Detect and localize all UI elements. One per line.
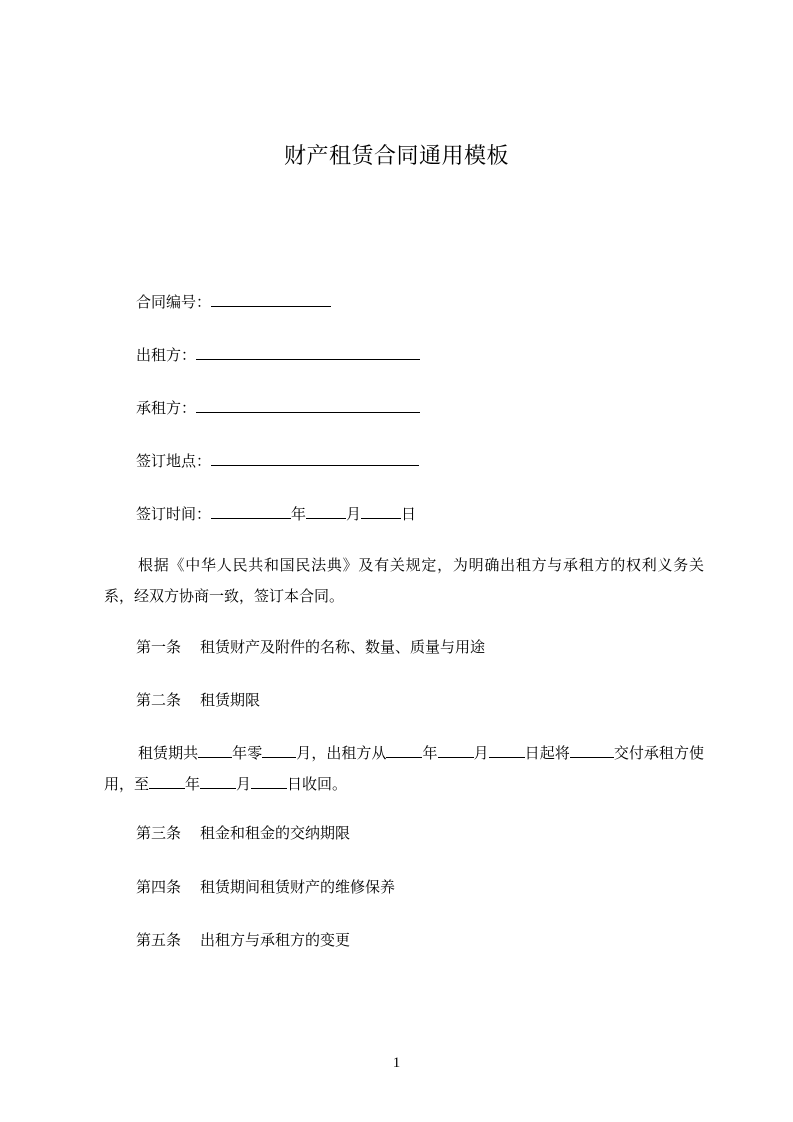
- term-text: 年: [422, 744, 438, 762]
- term-months-blank: [262, 741, 296, 758]
- term-paragraph: [104, 738, 704, 800]
- term-text: 月，出租方从: [296, 744, 387, 762]
- term-text: 月: [473, 744, 489, 762]
- year-label: 年: [291, 505, 307, 523]
- end-day-blank: [251, 772, 287, 789]
- term-text: 租赁期共: [138, 744, 199, 762]
- end-year-blank: [149, 772, 185, 789]
- page-number: 1: [392, 1055, 401, 1071]
- article-5: [136, 929, 350, 951]
- lessee-label: 承租方：: [136, 399, 197, 417]
- term-text: 日起将: [524, 744, 570, 762]
- article-heading: 租赁期限: [200, 691, 261, 709]
- day-label: 日: [401, 505, 417, 523]
- intro-paragraph: 根据《中华人民共和国民法典》及有关规定，为明确出租方与承租方的权利义务关系，经双方协商一致，签订本合同。: [104, 556, 704, 605]
- contract-number-label: 合同编号：: [136, 293, 212, 311]
- signing-time-label: 签订时间：: [136, 505, 212, 523]
- article-number: 第五条: [136, 931, 182, 949]
- property-blank: [570, 741, 614, 758]
- term-years-blank: [198, 741, 232, 758]
- month-label: 月: [346, 505, 362, 523]
- lessor-label: 出租方：: [136, 346, 197, 364]
- end-month-blank: [200, 772, 236, 789]
- article-heading: 租赁财产及附件的名称、数量、质量与用途: [200, 638, 486, 656]
- lessor-field: [136, 343, 420, 366]
- signing-time-field: [136, 502, 416, 525]
- article-number: 第一条: [136, 638, 182, 656]
- signing-year-blank: [211, 502, 291, 519]
- article-3: [136, 822, 350, 844]
- article-number: 第二条: [136, 691, 182, 709]
- article-2: [136, 689, 260, 711]
- signing-month-blank: [306, 502, 346, 519]
- article-heading: 出租方与承租方的变更: [200, 931, 351, 949]
- lessor-blank: [196, 343, 420, 360]
- signing-place-label: 签订地点：: [136, 452, 212, 470]
- start-month-blank: [438, 741, 474, 758]
- lessee-blank: [196, 396, 420, 413]
- lessee-field: [136, 396, 420, 419]
- signing-place-blank: [211, 449, 419, 466]
- article-number: 第三条: [136, 824, 182, 842]
- term-text: 日收回。: [287, 775, 348, 793]
- article-heading: 租赁期间租赁财产的维修保养: [200, 878, 396, 896]
- document-title: 财产租赁合同通用模板: [283, 144, 509, 169]
- article-heading: 租金和租金的交纳期限: [200, 824, 351, 842]
- article-4: [136, 876, 395, 898]
- article-number: 第四条: [136, 878, 182, 896]
- start-year-blank: [386, 741, 422, 758]
- term-text: 年零: [232, 744, 263, 762]
- term-text: 月: [236, 775, 252, 793]
- signing-place-field: [136, 449, 419, 472]
- term-text: 交付承租方使用，至: [104, 744, 704, 793]
- contract-number-field: [136, 290, 331, 313]
- term-text: 年: [185, 775, 201, 793]
- article-1: [136, 636, 485, 658]
- contract-number-blank: [211, 290, 331, 307]
- signing-day-blank: [361, 502, 401, 519]
- start-day-blank: [489, 741, 525, 758]
